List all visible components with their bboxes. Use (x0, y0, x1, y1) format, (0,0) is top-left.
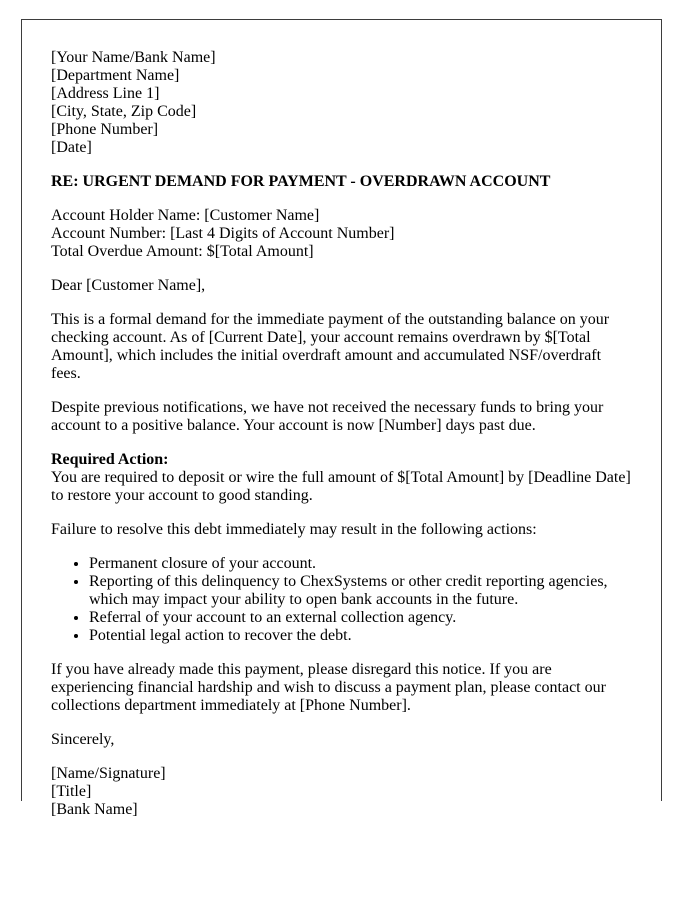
consequences-list (51, 555, 631, 645)
paragraph-demand: This is a formal demand for the immediate payment of the outstanding balance on your checking account. As of [Current Date], your account remains overdrawn by $[Total Amount], which includes the initial overdraft amount and accumulated NSF/overdraft fees. (51, 311, 610, 382)
paragraph-notice: Despite previous notifications, we have not received the necessary funds to bring your account to a positive balance. Your account is now [Number] days past due. (51, 399, 604, 434)
closing: Sincerely, (51, 731, 115, 748)
required-action-block (51, 451, 631, 505)
account-holder-line: Account Holder Name: [Customer Name] (51, 207, 320, 224)
sender-line: [Address Line 1] (51, 85, 160, 102)
sender-line: [Department Name] (51, 67, 180, 84)
account-number-line: Account Number: [Last 4 Digits of Account Number] (51, 225, 395, 242)
sender-line: [Date] (51, 139, 92, 156)
failure-intro: Failure to resolve this debt immediately may result in the following actions: (51, 521, 537, 538)
consequence-item: • Reporting of this delinquency to ChexSystems or other credit reporting agencies, which may impact your ability to open bank accounts in the future. (89, 573, 631, 609)
paragraph-disregard: If you have already made this payment, please disregard this notice. If you are experiencing financial hardship and wish to discuss a payment plan, please contact our collections department immediately at [Phone Number]. (51, 661, 606, 714)
sender-block (51, 49, 631, 157)
overdue-amount-line: Total Overdue Amount: $[Total Amount] (51, 243, 314, 260)
signature-block (51, 765, 631, 819)
sender-line: [City, State, Zip Code] (51, 103, 197, 120)
signature-line: [Bank Name] (51, 801, 138, 818)
required-action-heading: Required Action: (51, 451, 169, 468)
sender-line: [Your Name/Bank Name] (51, 49, 216, 66)
salutation: Dear [Customer Name], (51, 277, 206, 294)
sender-line: [Phone Number] (51, 121, 159, 138)
letter-container (21, 19, 662, 818)
signature-line: [Name/Signature] (51, 765, 166, 782)
consequence-item: • Referral of your account to an external collection agency. (89, 609, 631, 627)
subject-line: RE: URGENT DEMAND FOR PAYMENT - OVERDRAWN ACCOUNT (51, 173, 551, 190)
signature-line: [Title] (51, 783, 92, 800)
consequence-item: • Potential legal action to recover the debt. (89, 627, 631, 645)
consequence-item: • Permanent closure of your account. (89, 555, 631, 573)
account-details-block (51, 207, 631, 261)
required-action-text: You are required to deposit or wire the full amount of $[Total Amount] by [Deadline Date] to restore your account to good standing. (51, 469, 631, 504)
